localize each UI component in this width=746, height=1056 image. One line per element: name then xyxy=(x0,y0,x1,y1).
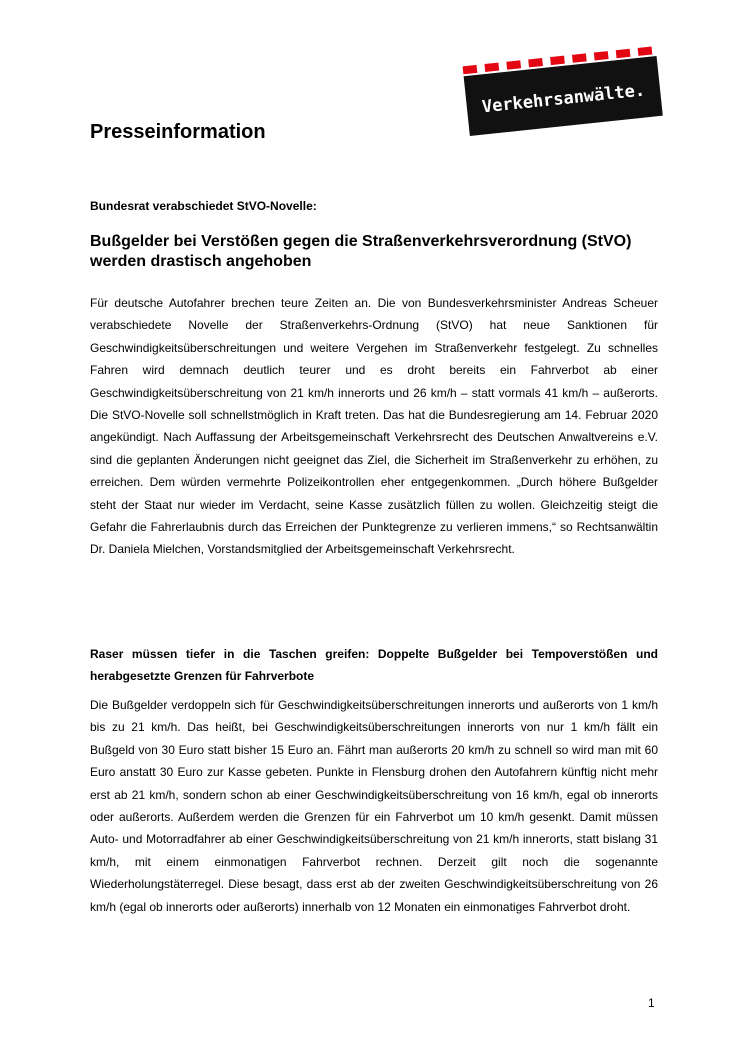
headline: Bußgelder bei Verstößen gegen die Straßenverkehrsverordnung (StVO) werden drastisch angehoben xyxy=(90,233,632,270)
logo-stripe xyxy=(463,65,478,74)
logo-stripe xyxy=(484,63,499,72)
company-logo xyxy=(458,44,668,144)
page-title: Presseinformation xyxy=(90,121,266,143)
page-number: 1 xyxy=(648,996,655,1010)
kicker: Bundesrat verabschiedet StVO-Novelle: xyxy=(90,199,317,213)
logo-stripe xyxy=(506,60,521,69)
logo-stripe xyxy=(638,46,653,55)
body-paragraph-1: Für deutsche Autofahrer brechen teure Zeiten an. Die von Bundesverkehrsminister Andreas Scheuer verabschiedete Novelle der Straßenverkehrs-Ordnung (StVO) hat neue Sanktionen für Geschwindigkeitsüberschreitungen und weitere Vergehen im Straßenverkehr festgelegt. Zu schnelles Fahren wird demnach deutlich teurer und es droht bereits ein Fahrverbot ab einer Geschwindigkeitsüberschreitung von 21 km/h innerorts und 26 km/h – statt vormals 41 km/h – außerorts. Die StVO-Novelle soll schnellstmöglich in Kraft treten. Das hat die Bundesregierung am 14. Februar 2020 angekündigt. Nach Auffassung der Arbeitsgemeinschaft Verkehrsrecht des Deutschen Anwaltvereins e.V. sind die geplanten Änderungen nicht geeignet das Ziel, die Sicherheit im Straßenverkehr zu erhöhen, zu erreichen. Dem würden vermehrte Polizeikontrollen eher entgegenkommen. „Durch höhere Bußgelder steht der Staat nur wieder im Verdacht, seine Kasse zusätzlich füllen zu wollen. Gleichzeitig steigt die Gefahr die Fahrerlaubnis durch das Erreichen der Punktegrenze zu verlieren immens,“ so Rechtsanwältin Dr. Daniela Mielchen, Vorstandsmitglied der Arbeitsgemeinschaft Verkehrsrecht. xyxy=(90,296,658,557)
logo-stripe xyxy=(616,49,631,58)
logo-stripe xyxy=(594,51,609,60)
logo-stripe xyxy=(572,53,587,62)
logo-graphic xyxy=(458,44,668,144)
logo-text: Verkehrsanwälte. xyxy=(481,80,647,118)
section-subheading: Raser müssen tiefer in die Taschen greifen: Doppelte Bußgelder bei Tempoverstößen und herabgesetzte Grenzen für Fahrverbote xyxy=(90,647,658,684)
body-paragraph-2: Die Bußgelder verdoppeln sich für Geschwindigkeitsüberschreitungen innerorts und außerorts von 1 km/h bis zu 21 km/h. Das heißt, bei Geschwindigkeitsüberschreitungen innerorts von nur 1 km/h fällt ein Bußgeld von 30 Euro statt bisher 15 Euro an. Fährt man außerorts 20 km/h zu schnell so wird man mit 60 Euro anstatt 30 Euro zur Kasse gebeten. Punkte in Flensburg drohen den Autofahrern künftig nicht mehr erst ab 21 km/h, sondern schon ab einer Geschwindigkeitsüberschreitung von 16 km/h, egal ob innerorts oder außerorts. Außerdem werden die Grenzen für ein Fahrverbot um 10 km/h gesenkt. Damit müssen Auto- und Motorradfahrer ab einer Geschwindigkeitsüberschreitung von 21 km/h innerorts, statt bislang 31 km/h, mit einem einmonatigen Fahrverbot rechnen. Derzeit gilt noch die sogenannte Wiederholungstäterregel. Diese besagt, dass erst ab der zweiten Geschwindigkeitsüberschreitung von 26 km/h (egal ob innerorts oder außerorts) innerhalb von 12 Monaten ein einmonatiges Fahrverbot droht. xyxy=(90,698,658,914)
logo-stripe xyxy=(550,56,565,65)
logo-stripe xyxy=(528,58,543,67)
